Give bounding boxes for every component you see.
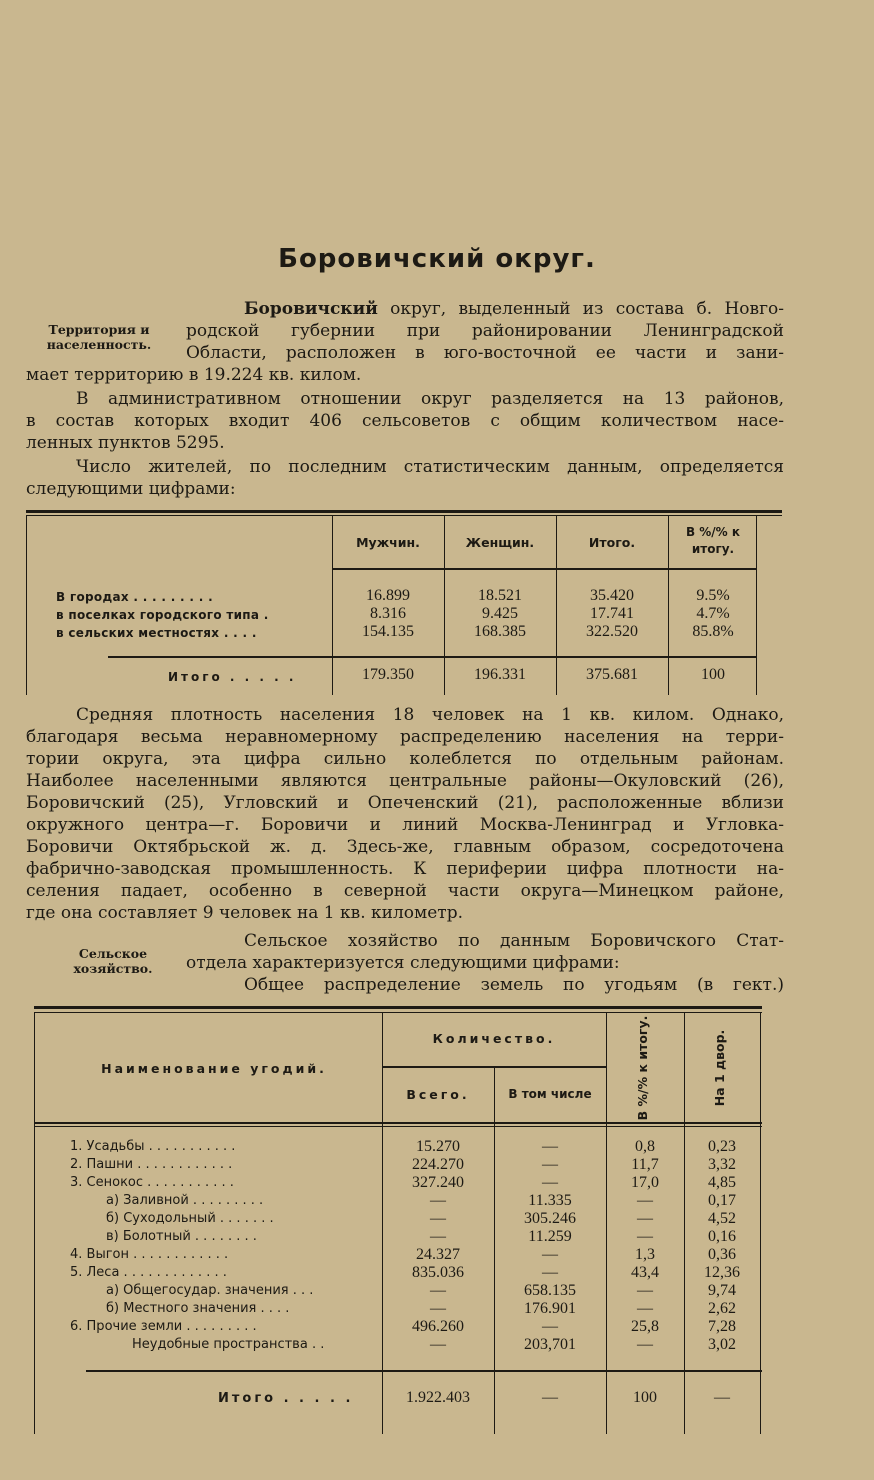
text-line: фабрично-заводская промышленность. К периферии цифра плотности на- <box>26 859 784 879</box>
total-cell: 375.681 <box>586 666 638 683</box>
total-cell: 100 <box>633 1389 657 1406</box>
table-border <box>756 515 757 695</box>
text-line: Боровичи Октябрьской ж. д. Здесь-же, главным образом, сосредоточена <box>26 837 784 857</box>
land-row-label: а) Заливной . . . . . . . . . <box>106 1193 264 1208</box>
header-men: Мужчин. <box>356 535 420 550</box>
header-land-name: Наименование угодий. <box>101 1061 327 1076</box>
text-line: мает территорию в 19.224 кв. килом. <box>26 365 362 385</box>
land-cell: 496.260 <box>412 1318 464 1335</box>
land-cell: — <box>430 1228 446 1245</box>
table-rule <box>108 656 756 658</box>
land-cell: — <box>430 1192 446 1209</box>
text-line: родской губернии при районировании Ленинградской <box>186 321 784 341</box>
land-cell: 11.259 <box>528 1228 572 1245</box>
text-line: тории округа, эта цифра сильно колеблется по отдельным районам. <box>26 749 784 769</box>
land-cell: 0,16 <box>708 1228 736 1245</box>
text-line: отдела характеризуется следующими цифрами: <box>186 953 620 973</box>
land-cell: 3,32 <box>708 1156 736 1173</box>
margin-note-territory: Территория и населенность. <box>46 322 152 352</box>
table-rule <box>86 1370 762 1372</box>
cell: 8.316 <box>370 605 406 622</box>
land-cell: 11,7 <box>631 1156 659 1173</box>
text-line: окружного центра—г. Боровичи и линий Москва-Ленинград и Угловка- <box>26 815 784 835</box>
land-cell: 176.901 <box>524 1300 576 1317</box>
land-cell: 0,17 <box>708 1192 736 1209</box>
text-line: где она составляет 9 человек на 1 кв. километр. <box>26 903 463 923</box>
header-total: Итого. <box>588 535 636 550</box>
header-quantity: Количество. <box>432 1031 556 1046</box>
land-cell: — <box>637 1336 653 1353</box>
text-line: селения падает, особенно в северной части округа—Минецком районе, <box>26 881 784 901</box>
land-cell: 2,62 <box>708 1300 736 1317</box>
text-line: Сельское хозяйство по данным Боровичского Стат- <box>244 931 784 951</box>
land-cell: — <box>430 1336 446 1353</box>
table-border <box>26 515 27 695</box>
land-cell: — <box>542 1318 558 1335</box>
land-row-label: 3. Сенокос . . . . . . . . . . . <box>70 1175 234 1190</box>
land-row-label: 1. Усадьбы . . . . . . . . . . . <box>70 1139 236 1154</box>
land-cell: 327.240 <box>412 1174 464 1191</box>
land-cell: 4,85 <box>708 1174 736 1191</box>
text-line: Средняя плотность населения 18 человек на 1 кв. килом. Однако, <box>76 705 784 725</box>
row-label: в поселках городского типа . <box>56 608 269 622</box>
land-cell: — <box>542 1246 558 1263</box>
cell: 168.385 <box>474 623 526 640</box>
table-rule <box>382 1066 606 1068</box>
land-cell: — <box>542 1156 558 1173</box>
land-cell: 7,28 <box>708 1318 736 1335</box>
land-cell: 17,0 <box>631 1174 659 1191</box>
land-row-label: 2. Пашни . . . . . . . . . . . . <box>70 1157 233 1172</box>
cell: 35.420 <box>590 587 634 604</box>
text-line: Общее распределение земель по угодьям (в гект.) <box>244 975 784 995</box>
cell: 9.5% <box>696 587 730 604</box>
land-cell: 0,23 <box>708 1138 736 1155</box>
paragraph-population <box>26 456 784 500</box>
header-percent: В %/% к итогу. <box>635 1015 650 1121</box>
header-per-household: На 1 двор. <box>712 1029 727 1107</box>
table-rule <box>332 568 756 570</box>
text-line: Число жителей, по последним статистическим данным, определяется <box>76 457 784 477</box>
table-rule <box>26 510 782 513</box>
total-cell: — <box>542 1389 558 1406</box>
paragraph-density <box>26 704 784 924</box>
total-cell: 196.331 <box>474 666 526 683</box>
land-cell: 835.036 <box>412 1264 464 1281</box>
land-row-label: б) Суходольный . . . . . . . <box>106 1211 274 1226</box>
land-cell: — <box>637 1282 653 1299</box>
header-women: Женщин. <box>465 535 535 550</box>
land-cell: 305.246 <box>524 1210 576 1227</box>
table-border <box>668 515 669 695</box>
page-title: Боровичский округ. <box>278 244 596 274</box>
land-cell: — <box>637 1228 653 1245</box>
land-cell: 11.335 <box>528 1192 572 1209</box>
land-row-label: б) Местного значения . . . . <box>106 1301 290 1316</box>
land-row-label: 5. Леса . . . . . . . . . . . . . <box>70 1265 227 1280</box>
land-cell: — <box>637 1192 653 1209</box>
line-text: округ, выделенный из состава б. Новго- <box>377 299 784 319</box>
row-label: В городах . . . . . . . . . <box>56 590 213 604</box>
cell: 9.425 <box>482 605 518 622</box>
text-line: Области, расположен в юго-восточной ее части и зани- <box>186 343 784 363</box>
cell: 18.521 <box>478 587 522 604</box>
paragraph-agriculture <box>26 930 784 996</box>
land-row-label: в) Болотный . . . . . . . . <box>106 1229 257 1244</box>
land-row-label: Неудобные пространства . . <box>132 1337 325 1352</box>
total-cell: 1.922.403 <box>406 1389 470 1406</box>
land-cell: 43,4 <box>631 1264 659 1281</box>
margin-note-agriculture: Сельское хозяйство. <box>73 946 153 976</box>
land-cell: 9,74 <box>708 1282 736 1299</box>
cell: 154.135 <box>362 623 414 640</box>
row-label: в сельских местностях . . . . <box>56 626 257 640</box>
land-cell: 25,8 <box>631 1318 659 1335</box>
table-border <box>34 1012 35 1434</box>
land-cell: — <box>430 1210 446 1227</box>
text-line: В административном отношении округ разделяется на 13 районов, <box>76 389 784 409</box>
header-including: В том числе <box>508 1087 592 1101</box>
land-cell: — <box>430 1300 446 1317</box>
header-percent: В %/% к итогу. <box>685 525 741 556</box>
land-cell: 658.135 <box>524 1282 576 1299</box>
land-cell: 0,8 <box>635 1138 655 1155</box>
land-row-label: 4. Выгон . . . . . . . . . . . . <box>70 1247 229 1262</box>
land-cell: 15.270 <box>416 1138 460 1155</box>
land-cell: — <box>430 1282 446 1299</box>
total-cell: 179.350 <box>362 666 414 683</box>
land-cell: 0,36 <box>708 1246 736 1263</box>
lead-word: Боровичский <box>244 299 378 319</box>
text-line: благодаря весьма неравномерному распределению населения на терри- <box>26 727 784 747</box>
cell: 4.7% <box>696 605 730 622</box>
land-cell: — <box>542 1138 558 1155</box>
paragraph-intro <box>26 298 784 386</box>
population-table <box>26 510 782 696</box>
text-line: ленных пунктов 5295. <box>26 433 225 453</box>
land-cell: 1,3 <box>635 1246 655 1263</box>
land-row-label: 6. Прочие земли . . . . . . . . . <box>70 1319 257 1334</box>
land-cell: — <box>542 1264 558 1281</box>
land-cell: — <box>637 1210 653 1227</box>
cell: 322.520 <box>586 623 638 640</box>
land-cell: 3,02 <box>708 1336 736 1353</box>
cell: 85.8% <box>692 623 734 640</box>
land-cell: 12,36 <box>704 1264 740 1281</box>
text-line <box>26 298 784 320</box>
land-cell: 24.327 <box>416 1246 460 1263</box>
land-cell: 4,52 <box>708 1210 736 1227</box>
land-cell: 203,701 <box>524 1336 576 1353</box>
land-row-label: а) Общегосудар. значения . . . <box>106 1283 314 1298</box>
land-cell: — <box>637 1300 653 1317</box>
header-all: Всего. <box>406 1087 470 1102</box>
paragraph-administrative <box>26 388 784 454</box>
total-label: Итого . . . . . <box>168 670 297 684</box>
text-line: следующими цифрами: <box>26 479 236 499</box>
land-table <box>34 1006 762 1436</box>
total-cell: 100 <box>701 666 725 683</box>
land-cell: — <box>542 1174 558 1191</box>
cell: 16.899 <box>366 587 410 604</box>
text-line: в состав которых входит 406 сельсоветов с общим количеством насе- <box>26 411 784 431</box>
land-cell: 224.270 <box>412 1156 464 1173</box>
total-cell: — <box>714 1389 730 1406</box>
text-line: Наиболее населенными являются центральные районы—Окуловский (26), <box>26 771 784 791</box>
cell: 17.741 <box>590 605 634 622</box>
text-line: Боровичский (25), Угловский и Опеченский (21), расположенные вблизи <box>26 793 784 813</box>
total-label: Итого . . . . . <box>218 1391 354 1406</box>
